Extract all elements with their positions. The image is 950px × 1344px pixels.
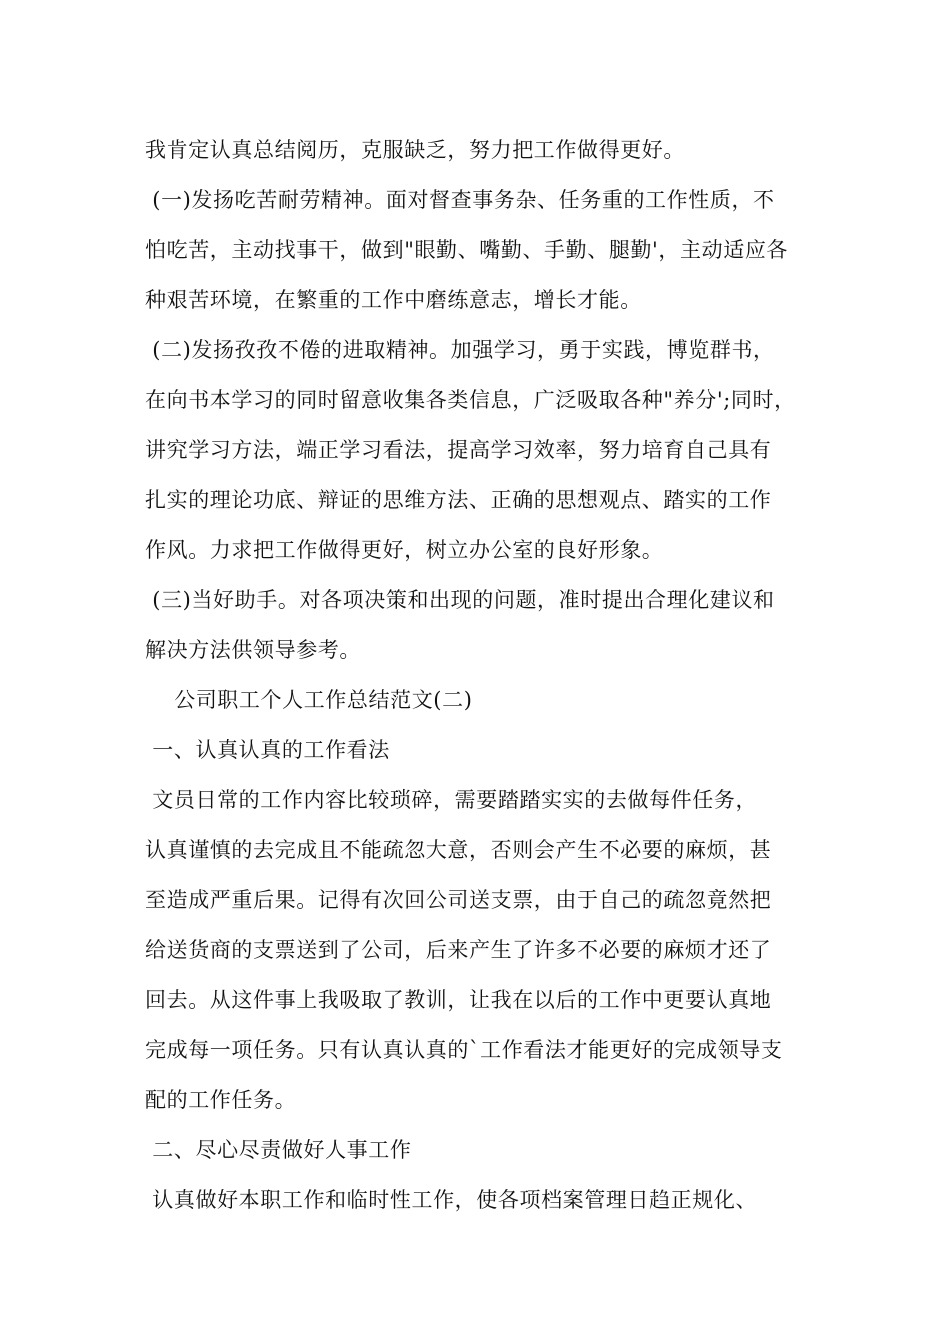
- section-title: 公司职工个人工作总结范文(二): [145, 688, 473, 712]
- text-line: (一)发扬吃苦耐劳精神。面对督查事务杂、任务重的工作性质，不: [145, 188, 775, 212]
- text-line: 认真做好本职工作和临时性工作，使各项档案管理日趋正规化、: [145, 1188, 758, 1212]
- text-line: 讲究学习方法，端正学习看法，提高学习效率，努力培育自己具有: [145, 438, 772, 462]
- text-line: 怕吃苦，主动找事干，做到"眼勤、嘴勤、手勤、腿勤'，主动适应各: [145, 238, 789, 262]
- text-line: (三)当好助手。对各项决策和出现的问题，准时提出合理化建议和: [145, 588, 775, 612]
- text-line: (二)发扬孜孜不倦的进取精神。加强学习，勇于实践，博览群书，: [145, 338, 775, 362]
- text-line: 认真谨慎的去完成且不能疏忽大意，否则会产生不必要的麻烦，甚: [145, 838, 772, 862]
- section-heading: 二、尽心尽责做好人事工作: [145, 1138, 412, 1162]
- text-line: 解决方法供领导参考。: [145, 638, 361, 662]
- text-line: 文员日常的工作内容比较琐碎，需要踏踏实实的去做每件任务，: [145, 788, 758, 812]
- text-line: 扎实的理论功底、辩证的思维方法、正确的思想观点、踏实的工作: [145, 488, 772, 512]
- text-line: 配的工作任务。: [145, 1088, 297, 1112]
- text-line: 完成每一项任务。只有认真认真的`工作看法才能更好的完成领导支: [145, 1038, 783, 1062]
- section-heading: 一、认真认真的工作看法: [145, 738, 390, 762]
- text-line: 我肯定认真总结阅历，克服缺乏，努力把工作做得更好。: [145, 138, 685, 162]
- text-line: 作风。力求把工作做得更好，树立办公室的良好形象。: [145, 538, 664, 562]
- text-line: 至造成严重后果。记得有次回公司送支票，由于自己的疏忽竟然把: [145, 888, 772, 912]
- text-line: 在向书本学习的同时留意收集各类信息，广泛吸取各种"养分';同时，: [145, 388, 796, 412]
- text-line: 回去。从这件事上我吸取了教训，让我在以后的工作中更要认真地: [145, 988, 772, 1012]
- text-line: 种艰苦环境，在繁重的工作中磨练意志，增长才能。: [145, 288, 642, 312]
- text-line: 给送货商的支票送到了公司，后来产生了许多不必要的麻烦才还了: [145, 938, 772, 962]
